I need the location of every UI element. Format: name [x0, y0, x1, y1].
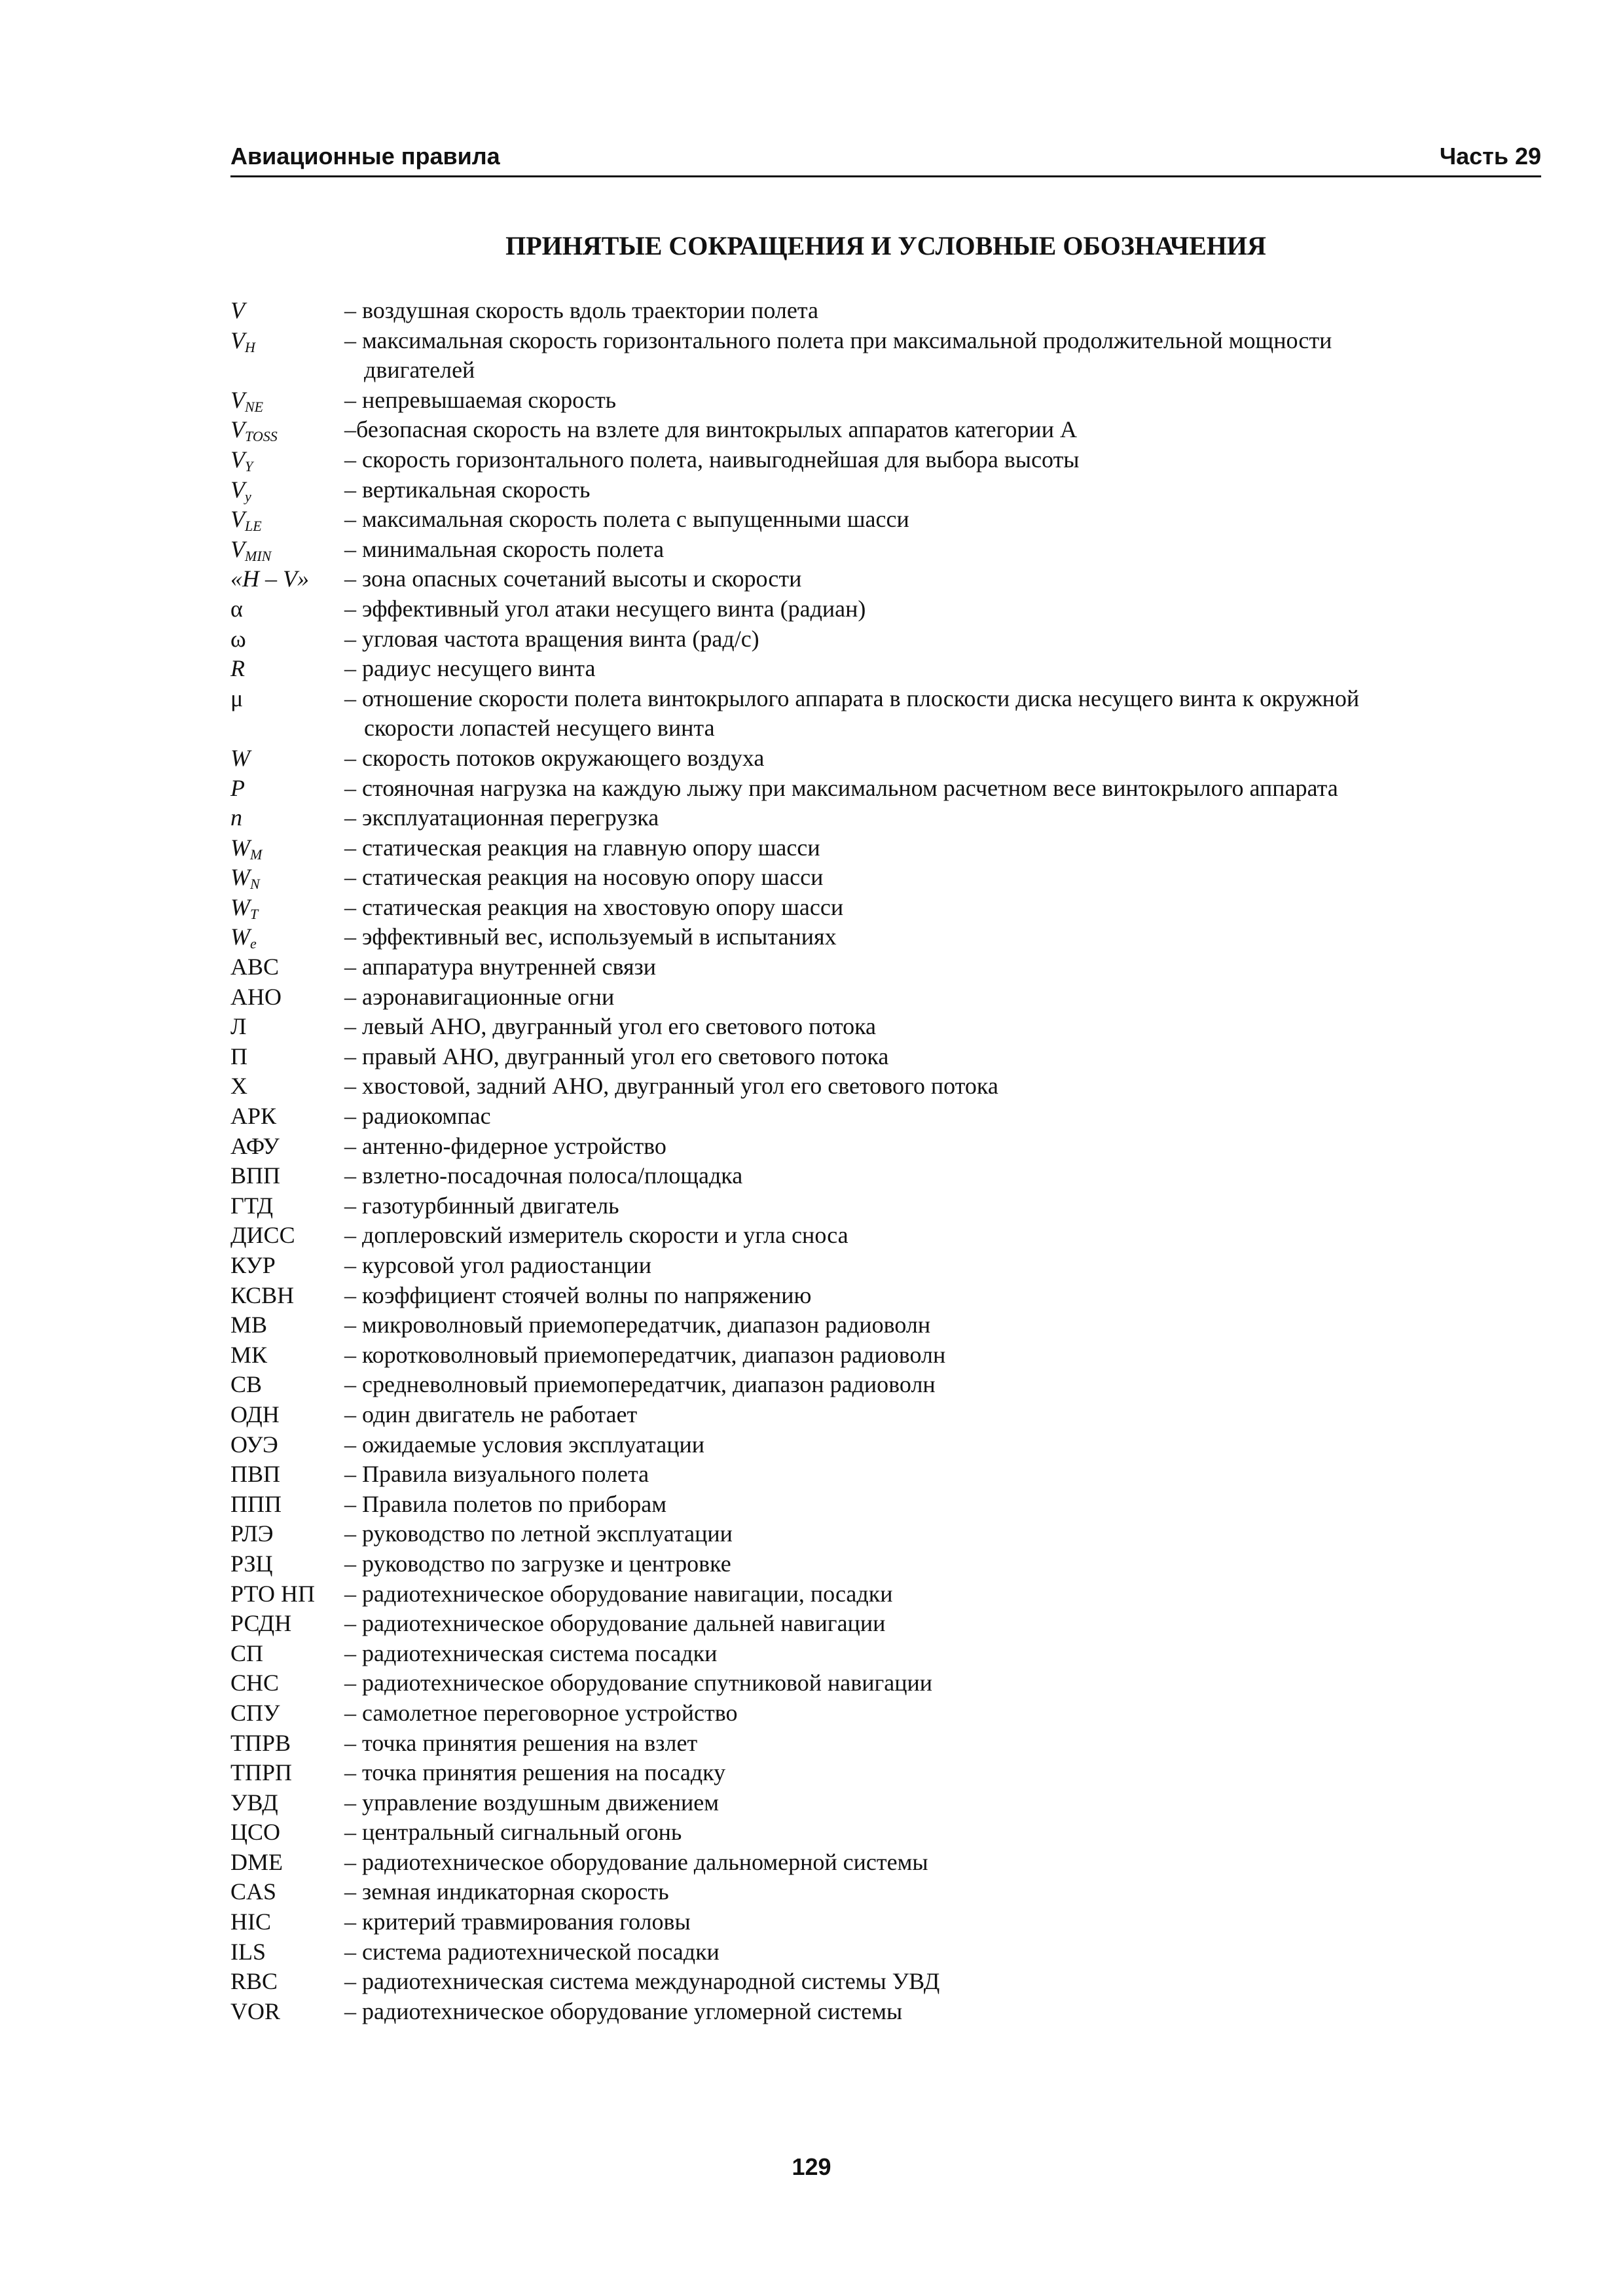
abbreviation-description: – вертикальная скорость	[344, 476, 591, 503]
abbreviation-symbol: ОУЭ	[230, 1431, 278, 1458]
abbreviation-description: – коэффициент стоячей волны по напряжению	[344, 1282, 812, 1308]
list-item	[230, 1102, 1541, 1132]
abbreviations-list	[230, 296, 1541, 2026]
abbreviation-subscript: T	[250, 905, 259, 922]
abbreviation-symbol: α	[230, 595, 243, 622]
abbreviation-symbol: $V_{TOSS}$	[230, 416, 278, 445]
abbreviation-symbol: $W_N$	[230, 864, 260, 893]
list-item	[230, 922, 1541, 952]
list-item	[230, 1758, 1541, 1788]
abbreviation-description: – правый АНО, двугранный угол его светового потока	[344, 1043, 889, 1069]
abbreviation-symbol: HIC	[230, 1909, 271, 1935]
abbreviation-subscript: M	[250, 846, 263, 863]
list-item	[230, 1012, 1541, 1042]
abbreviation-description: – газотурбинный двигатель	[344, 1192, 619, 1219]
list-item	[230, 1877, 1541, 1907]
abbreviation-subscript: NE	[245, 398, 264, 415]
abbreviation-symbol: РСДН	[230, 1610, 292, 1637]
list-item	[230, 952, 1541, 982]
abbreviation-symbol: АВС	[230, 954, 280, 980]
abbreviation-description: – скорость горизонтального полета, наивыгоднейшая для выбора высоты	[344, 446, 1080, 473]
list-item	[230, 803, 1541, 833]
abbreviation-description: – курсовой угол радиостанции	[344, 1252, 651, 1278]
abbreviation-subscript: H	[245, 338, 255, 355]
abbreviation-subscript: LE	[245, 518, 262, 535]
abbreviation-subscript: Y	[245, 457, 253, 475]
abbreviation-description: – радиотехническая система международной системы УВД	[344, 1968, 940, 1995]
abbreviation-symbol: P	[230, 774, 245, 801]
list-item	[230, 505, 1541, 535]
page-title: ПРИНЯТЫЕ СОКРАЩЕНИЯ И УСЛОВНЫЕ ОБОЗНАЧЕНИЯ	[505, 231, 1266, 260]
list-item	[230, 564, 1541, 594]
abbreviation-symbol: CAS	[230, 1878, 277, 1905]
abbreviation-symbol: МВ	[230, 1312, 268, 1338]
abbreviation-symbol: УВД	[230, 1789, 278, 1816]
list-item	[230, 744, 1541, 774]
list-item	[230, 594, 1541, 624]
abbreviation-description: – статическая реакция на главную опору шасси	[344, 834, 820, 861]
list-item	[230, 833, 1541, 863]
abbreviation-description: – руководство по летной эксплуатации	[344, 1520, 733, 1547]
list-item	[230, 1400, 1541, 1430]
abbreviation-description: – радиотехническое оборудование навигации, посадки	[344, 1580, 893, 1607]
abbreviation-symbol: СПУ	[230, 1699, 280, 1726]
page-header	[230, 136, 1541, 177]
abbreviation-description: – радиотехническое оборудование дальномерной системы	[344, 1848, 928, 1875]
abbreviation-description: – система радиотехнической посадки	[344, 1938, 720, 1965]
abbreviation-symbol: $V_{NE}$	[230, 386, 264, 415]
abbreviation-symbol: $V_{MIN}$	[230, 535, 272, 564]
abbreviation-symbol: Х	[230, 1073, 247, 1100]
list-item	[230, 1191, 1541, 1221]
abbreviation-description: – радиотехническое оборудование угломерной системы	[344, 1998, 903, 2024]
abbreviation-symbol: $W_M$	[230, 834, 263, 863]
abbreviation-symbol: V	[230, 297, 245, 323]
abbreviation-description: – радиотехническая система посадки	[344, 1640, 718, 1666]
page-number: 129	[792, 2153, 831, 2180]
abbreviation-symbol: ω	[230, 625, 246, 652]
abbreviation-subscript: N	[250, 876, 260, 893]
header-document-title: Авиационные правила	[230, 143, 500, 170]
abbreviation-symbol: ГТД	[230, 1192, 274, 1219]
abbreviation-description: – эксплуатационная перегрузка	[344, 804, 659, 831]
list-item	[230, 1997, 1541, 2027]
abbreviation-description: – руководство по загрузке и центровке	[344, 1550, 731, 1577]
list-item	[230, 1071, 1541, 1102]
abbreviation-description: – средневолновый приемопередатчик, диапазон радиоволн	[344, 1371, 936, 1398]
list-item	[230, 684, 1541, 744]
abbreviation-symbol: КСВН	[230, 1282, 295, 1308]
abbreviation-description: – управление воздушным движением	[344, 1789, 720, 1816]
abbreviation-description: – радиотехническое оборудование спутниковой навигации	[344, 1670, 933, 1696]
abbreviation-symbol: ТПРВ	[230, 1729, 291, 1756]
abbreviation-description: – воздушная скорость вдоль траектории полета	[344, 297, 818, 323]
abbreviation-symbol: «H – V»	[230, 565, 309, 592]
abbreviation-description: – точка принятия решения на взлет	[344, 1729, 698, 1756]
list-item	[230, 624, 1541, 655]
abbreviation-description: – радиотехническое оборудование дальней навигации	[344, 1610, 886, 1637]
abbreviation-symbol: РЗЦ	[230, 1550, 273, 1577]
abbreviation-description: – Правила визуального полета	[344, 1461, 649, 1488]
list-item	[230, 654, 1541, 684]
abbreviation-symbol: ДИСС	[230, 1222, 295, 1249]
abbreviation-symbol: ЦСО	[230, 1819, 281, 1846]
abbreviation-subscript: e	[250, 935, 257, 952]
abbreviation-description: – минимальная скорость полета	[344, 535, 665, 562]
list-item	[230, 1490, 1541, 1520]
list-item	[230, 445, 1541, 475]
list-item	[230, 1848, 1541, 1878]
list-item	[230, 863, 1541, 893]
list-item	[230, 386, 1541, 416]
abbreviation-symbol: ВПП	[230, 1162, 281, 1189]
abbreviation-symbol: R	[230, 655, 245, 682]
abbreviation-description: – аэронавигационные огни	[344, 983, 615, 1010]
abbreviation-description: – эффективный вес, используемый в испытаниях	[344, 924, 837, 950]
abbreviation-description: – самолетное переговорное устройство	[344, 1699, 738, 1726]
list-item	[230, 1907, 1541, 1937]
list-item	[230, 1310, 1541, 1340]
abbreviation-description: – антенно-фидерное устройство	[344, 1132, 666, 1159]
abbreviation-description: – отношение скорости полета винтокрылого аппарата в плоскости диска несущего винта к окружной скорости лопастей несущего винта	[344, 684, 1541, 744]
abbreviation-symbol: СП	[230, 1640, 264, 1666]
abbreviation-symbol: ILS	[230, 1938, 266, 1965]
list-item	[230, 774, 1541, 804]
abbreviation-symbol: ППП	[230, 1490, 282, 1517]
abbreviation-description: – радиус несущего винта	[344, 655, 596, 682]
abbreviation-description: – микроволновый приемопередатчик, диапазон радиоволн	[344, 1312, 931, 1338]
abbreviation-description: – радиокомпас	[344, 1103, 491, 1130]
list-item	[230, 1729, 1541, 1759]
description-continuation: скорости лопастей несущего винта	[364, 715, 715, 742]
abbreviation-description: – коротковолновый приемопередатчик, диапазон радиоволн	[344, 1341, 946, 1368]
abbreviation-description: – максимальная скорость полета с выпущенными шасси	[344, 506, 909, 533]
list-item	[230, 1788, 1541, 1818]
abbreviation-symbol: МК	[230, 1341, 268, 1368]
list-item	[230, 1430, 1541, 1460]
abbreviation-symbol: ТПРП	[230, 1759, 293, 1786]
abbreviation-symbol: СНС	[230, 1670, 280, 1696]
list-item	[230, 535, 1541, 565]
abbreviation-symbol: ПВП	[230, 1461, 281, 1488]
list-item	[230, 1579, 1541, 1609]
list-item	[230, 1132, 1541, 1162]
abbreviation-symbol: $V_Y$	[230, 446, 253, 475]
list-item	[230, 296, 1541, 326]
abbreviation-symbol: μ	[230, 685, 244, 711]
abbreviation-description: – доплеровский измеритель скорости и угла сноса	[344, 1222, 848, 1249]
list-item	[230, 1609, 1541, 1639]
list-item	[230, 1161, 1541, 1191]
list-item	[230, 1639, 1541, 1669]
list-item	[230, 982, 1541, 1013]
abbreviation-description: – эффективный угол атаки несущего винта (радиан)	[344, 595, 866, 622]
abbreviation-description: – зона опасных сочетаний высоты и скорости	[344, 565, 802, 592]
abbreviation-description: – стояночная нагрузка на каждую лыжу при максимальном расчетном весе винтокрылого аппарата	[344, 774, 1338, 801]
abbreviation-description: – непревышаемая скорость	[344, 386, 617, 413]
abbreviation-description: – левый АНО, двугранный угол его светового потока	[344, 1013, 877, 1040]
abbreviation-description: – земная индикаторная скорость	[344, 1878, 669, 1905]
abbreviation-subscript: MIN	[245, 547, 272, 564]
abbreviation-description: – один двигатель не работает	[344, 1401, 638, 1427]
abbreviation-symbol: $V_{LE}$	[230, 506, 262, 535]
list-item	[230, 415, 1541, 445]
abbreviation-description: –безопасная скорость на взлете для винтокрылых аппаратов категории А	[344, 416, 1077, 443]
list-item	[230, 1460, 1541, 1490]
abbreviation-symbol: РЛЭ	[230, 1520, 274, 1547]
list-item	[230, 893, 1541, 923]
abbreviation-description: – аппаратура внутренней связи	[344, 954, 657, 980]
description-continuation: двигателей	[364, 357, 475, 384]
abbreviation-symbol: СВ	[230, 1371, 263, 1398]
list-item	[230, 1549, 1541, 1579]
abbreviation-symbol: $V_H$	[230, 327, 255, 355]
list-item	[230, 1668, 1541, 1698]
abbreviation-symbol: VOR	[230, 1998, 281, 2024]
abbreviation-description: – Правила полетов по приборам	[344, 1490, 667, 1517]
abbreviation-subscript: TOSS	[245, 428, 278, 445]
abbreviation-symbol: RBC	[230, 1968, 278, 1995]
abbreviation-symbol: $W_e$	[230, 924, 257, 952]
list-item	[230, 1370, 1541, 1400]
list-item	[230, 1818, 1541, 1848]
abbreviation-symbol: ОДН	[230, 1401, 280, 1427]
abbreviation-symbol: АНО	[230, 983, 282, 1010]
abbreviation-symbol: АРК	[230, 1103, 277, 1130]
abbreviation-symbol: П	[230, 1043, 247, 1069]
abbreviation-symbol: n	[230, 804, 242, 831]
abbreviation-description: – максимальная скорость горизонтального полета при максимальной продолжительной мощности двигателей	[344, 326, 1541, 386]
abbreviation-description: – центральный сигнальный огонь	[344, 1819, 682, 1846]
abbreviation-symbol: $W_T$	[230, 893, 259, 922]
abbreviation-symbol: РТО НП	[230, 1580, 315, 1607]
abbreviation-description: – скорость потоков окружающего воздуха	[344, 744, 765, 771]
list-item	[230, 1042, 1541, 1072]
abbreviation-symbol: DME	[230, 1848, 283, 1875]
abbreviation-symbol: W	[230, 744, 250, 771]
list-item	[230, 1221, 1541, 1251]
list-item	[230, 1967, 1541, 1997]
header-part-number: Часть 29	[1439, 143, 1541, 170]
abbreviation-description: – критерий травмирования головы	[344, 1909, 691, 1935]
list-item	[230, 1519, 1541, 1549]
abbreviation-symbol: $V_y$	[230, 476, 251, 505]
abbreviation-symbol: Л	[230, 1013, 247, 1040]
abbreviation-description: – угловая частота вращения винта (рад/с)	[344, 625, 759, 652]
abbreviation-symbol: АФУ	[230, 1132, 280, 1159]
list-item	[230, 475, 1541, 505]
list-item	[230, 1340, 1541, 1371]
abbreviation-description: – взлетно-посадочная полоса/площадка	[344, 1162, 743, 1189]
abbreviation-subscript: y	[245, 488, 251, 505]
list-item	[230, 1937, 1541, 1967]
abbreviation-description: – хвостовой, задний АНО, двугранный угол его светового потока	[344, 1073, 998, 1100]
abbreviation-symbol: КУР	[230, 1252, 276, 1278]
list-item	[230, 1281, 1541, 1311]
abbreviation-description: – статическая реакция на хвостовую опору шасси	[344, 893, 844, 920]
abbreviation-description: – точка принятия решения на посадку	[344, 1759, 726, 1786]
list-item	[230, 1698, 1541, 1729]
abbreviation-description: – ожидаемые условия эксплуатации	[344, 1431, 705, 1458]
list-item	[230, 1251, 1541, 1281]
list-item	[230, 326, 1541, 386]
abbreviation-description: – статическая реакция на носовую опору шасси	[344, 864, 824, 891]
